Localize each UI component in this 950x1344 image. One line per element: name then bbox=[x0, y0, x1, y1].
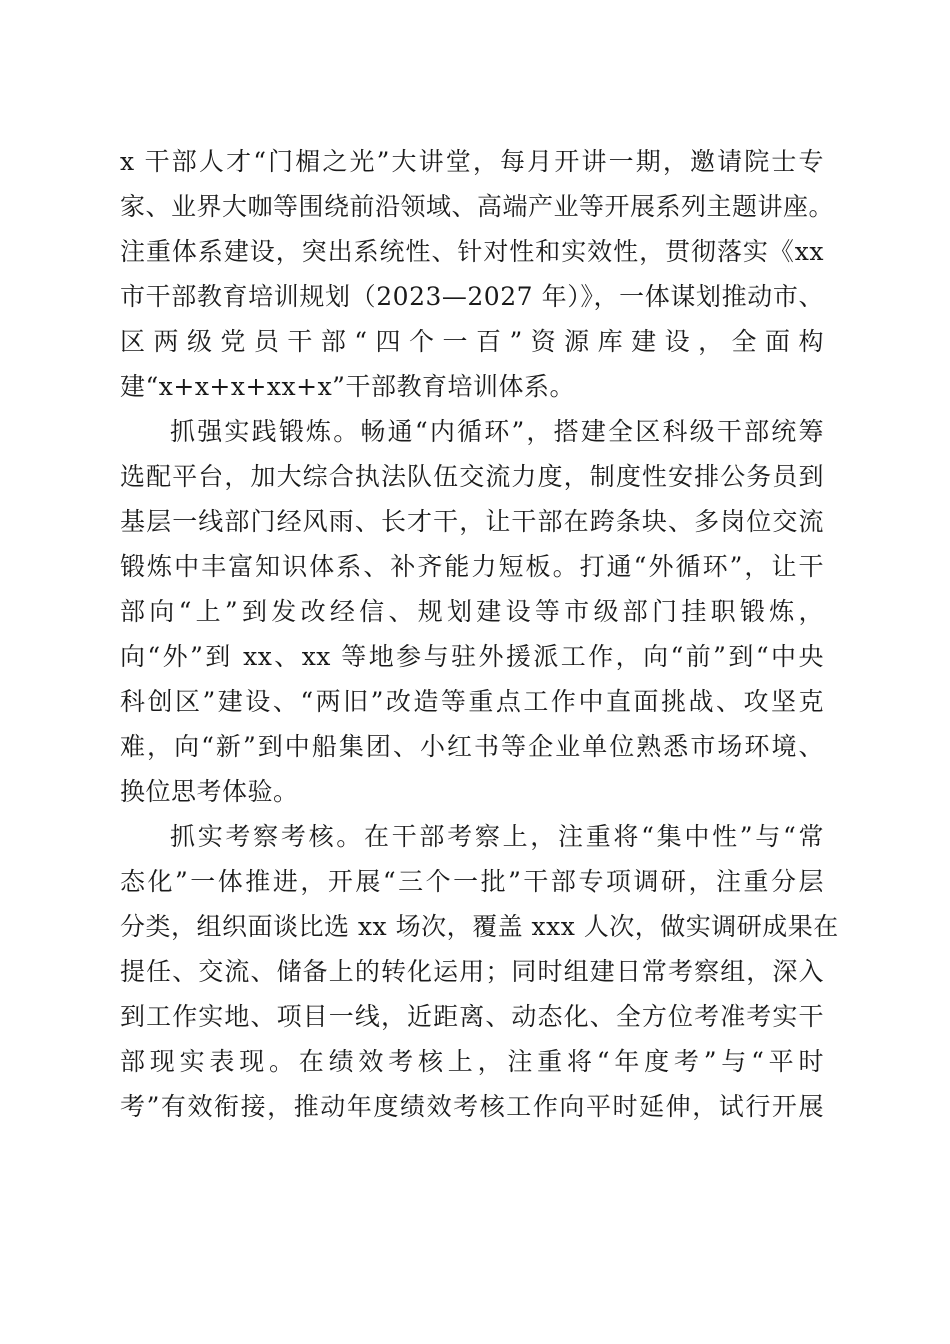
paragraph-heading-line: 抓强实践锻炼。畅通“内循环”，搭建全区科级干部统筹 bbox=[170, 417, 824, 446]
text-line: 家、业界大咖等围绕前沿领域、高端产业等开展系列主题讲座。 bbox=[120, 192, 835, 221]
text-line: 考”有效衔接，推动年度绩效考核工作向平时延伸，试行开展 bbox=[120, 1092, 824, 1121]
text-line: x 干部人才“门楣之光”大讲堂，每月开讲一期，邀请院士专 bbox=[120, 147, 824, 176]
text-line: 科创区”建设、“两旧”改造等重点工作中直面挑战、攻坚克 bbox=[120, 687, 824, 716]
text-line: 分类，组织面谈比选 xx 场次，覆盖 xxx 人次，做实调研成果在 bbox=[120, 912, 839, 941]
text-line: 建“x+x+x+xx+x”干部教育培训体系。 bbox=[120, 372, 575, 401]
text-line: 到工作实地、项目一线，近距离、动态化、全方位考准考实干 bbox=[120, 1002, 824, 1031]
text-line: 锻炼中丰富知识体系、补齐能力短板。打通“外循环”，让干 bbox=[120, 552, 824, 581]
paragraph-heading-line: 抓实考察考核。在干部考察上，注重将“集中性”与“常 bbox=[170, 822, 824, 851]
text-line: 选配平台，加大综合执法队伍交流力度，制度性安排公务员到 bbox=[120, 462, 824, 491]
text-line: 难，向“新”到中船集团、小红书等企业单位熟悉市场环境、 bbox=[120, 732, 824, 761]
text-line: 基层一线部门经风雨、长才干，让干部在跨条块、多岗位交流 bbox=[120, 507, 824, 536]
text-line: 市干部教育培训规划（2023—2027 年）》，一体谋划推动市、 bbox=[120, 282, 824, 311]
text-line: 部现实表现。在绩效考核上，注重将“年度考”与“平时 bbox=[120, 1047, 824, 1076]
text-line: 部向“上”到发改经信、规划建设等市级部门挂职锻炼， bbox=[120, 597, 824, 626]
text-line: 换位思考体验。 bbox=[120, 777, 299, 806]
text-line: 态化”一体推进，开展“三个一批”干部专项调研，注重分层 bbox=[120, 867, 824, 896]
text-line: 向“外”到 xx、xx 等地参与驻外援派工作，向“前”到“中央 bbox=[120, 642, 824, 671]
text-line: 提任、交流、储备上的转化运用；同时组建日常考察组，深入 bbox=[120, 957, 824, 986]
text-line: 注重体系建设，突出系统性、针对性和实效性，贯彻落实《xx bbox=[120, 237, 824, 266]
text-line: 区两级党员干部“四个一百”资源库建设，全面构 bbox=[120, 327, 824, 356]
